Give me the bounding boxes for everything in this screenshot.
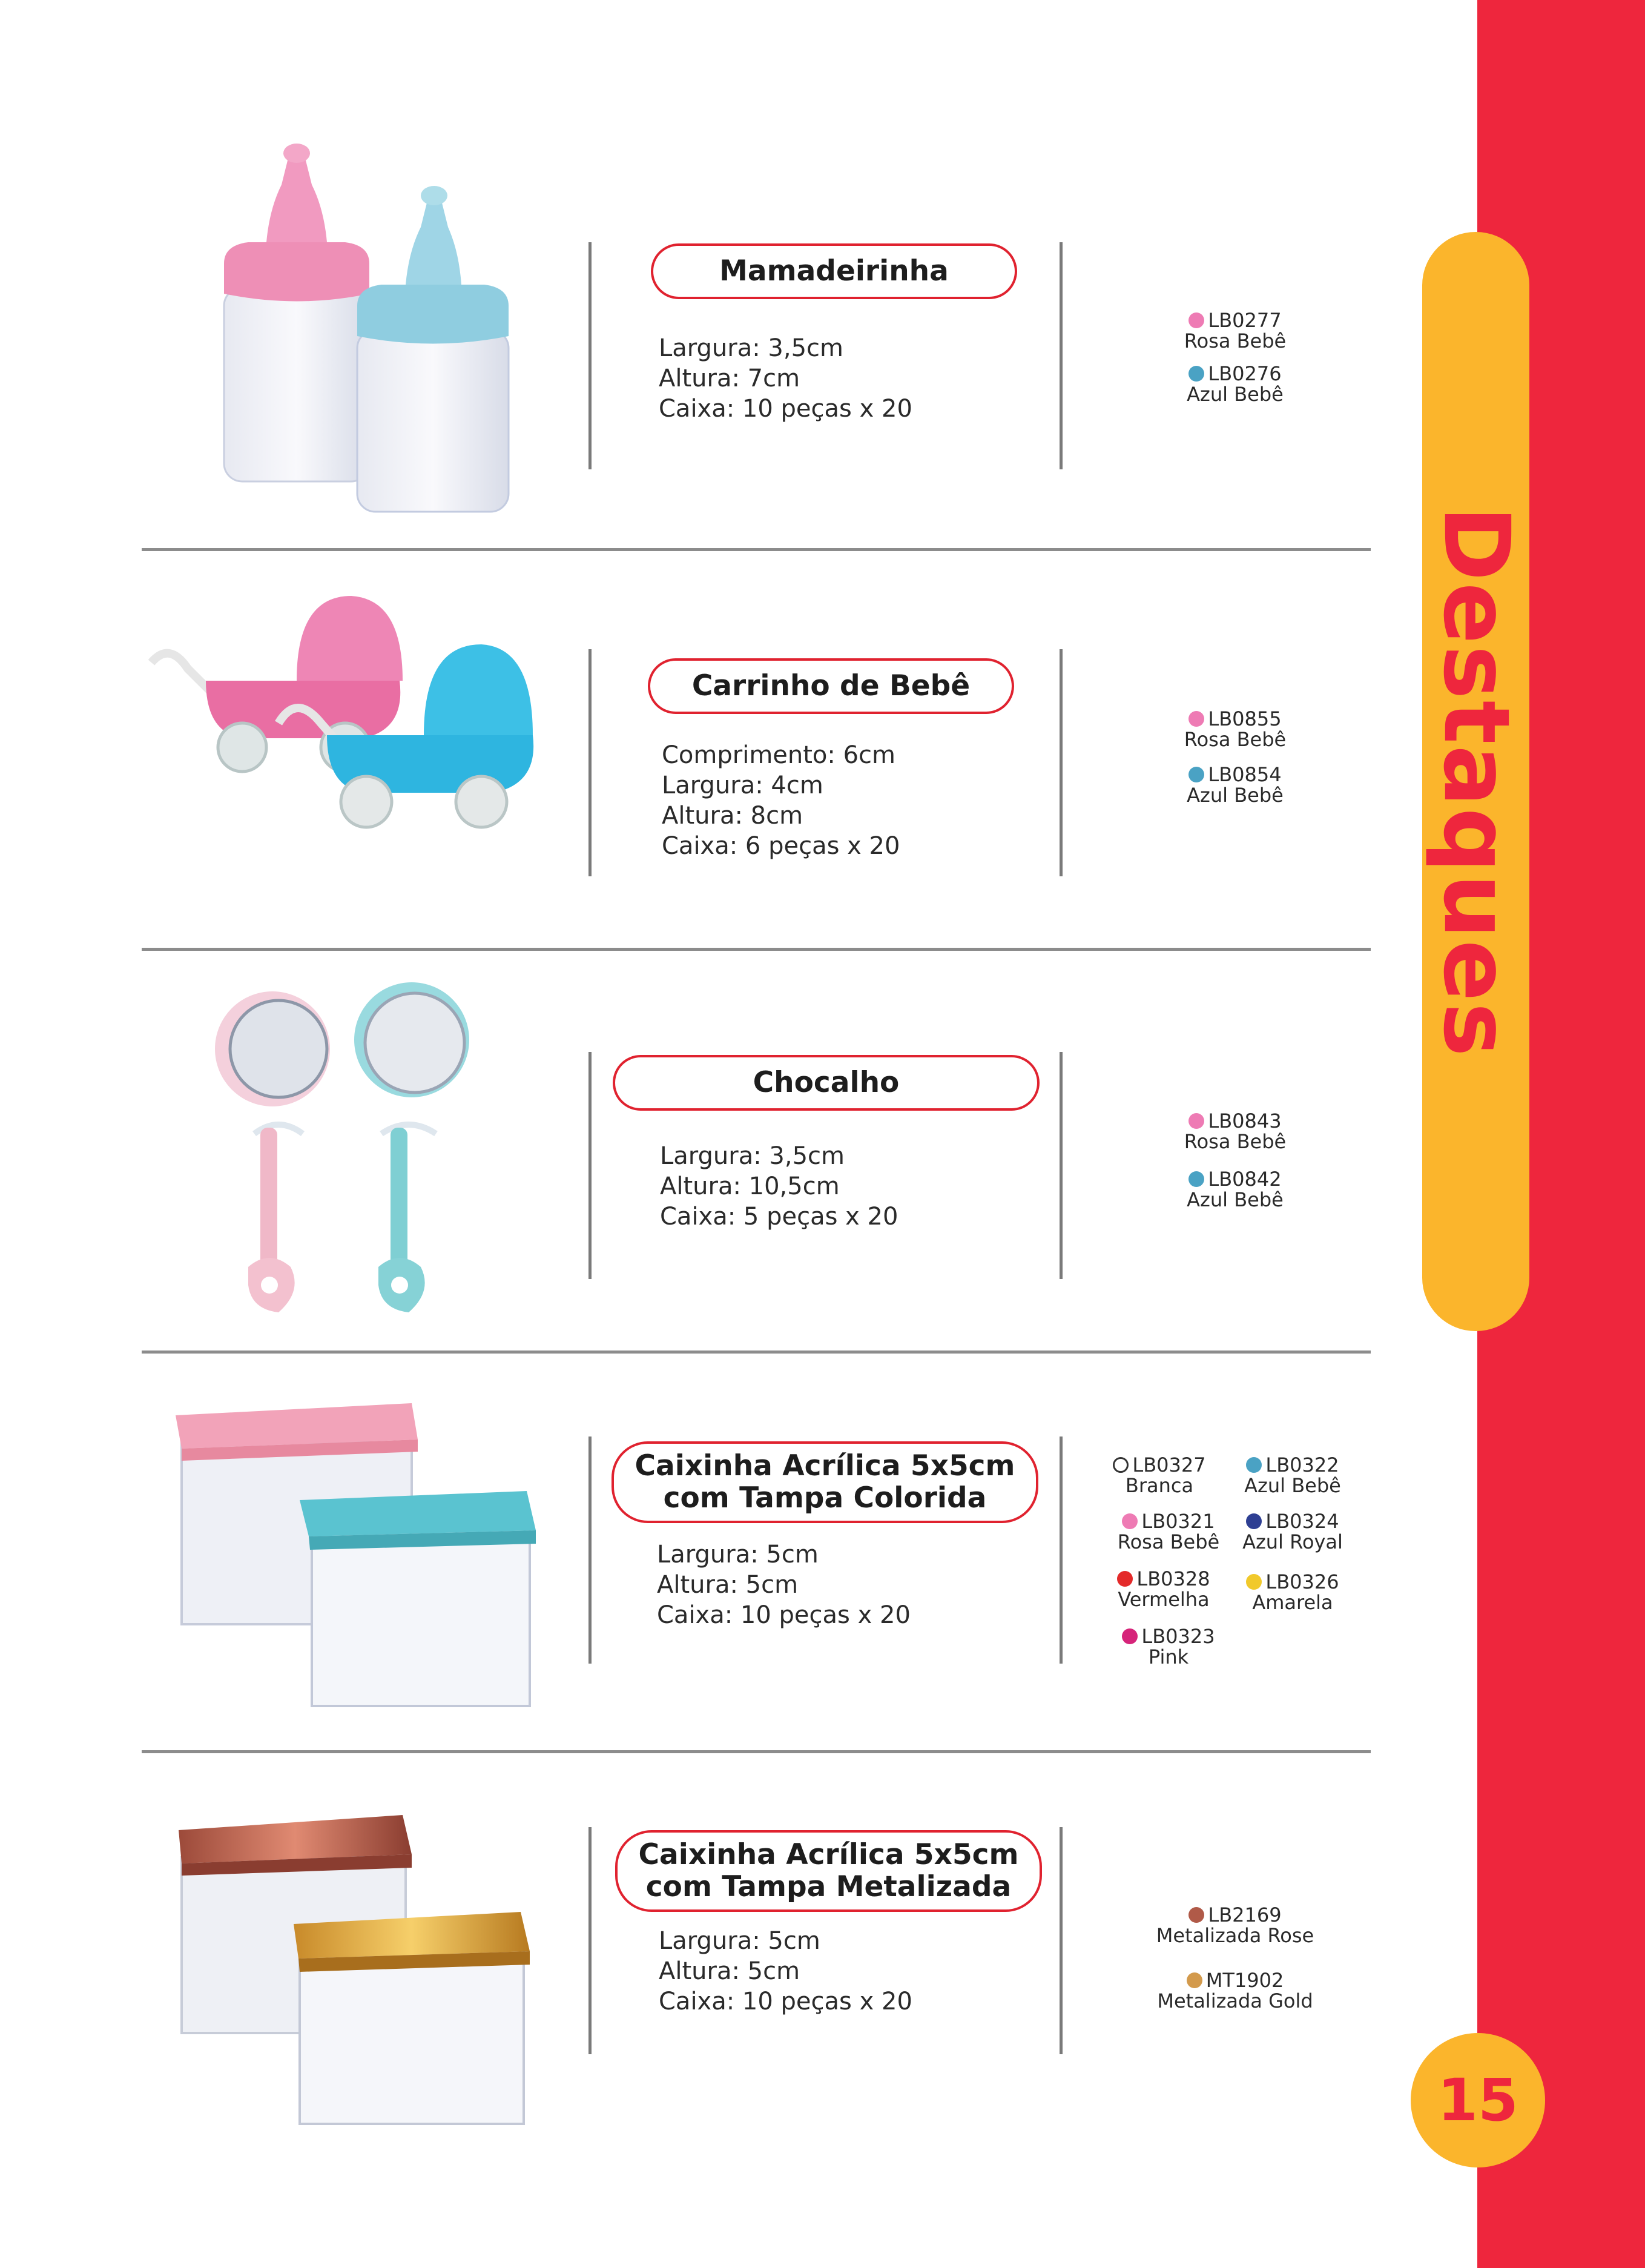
product-title: Caixinha Acrílica 5x5cm com Tampa Metalizada xyxy=(615,1830,1042,1912)
color-swatch xyxy=(1122,1628,1138,1644)
section-separator xyxy=(142,1750,1371,1753)
color-swatch xyxy=(1246,1574,1262,1590)
acrylic-box-metallic-lid-image xyxy=(173,1800,548,2133)
color-code: LB0855 Rosa Bebê xyxy=(1184,707,1287,751)
divider-right xyxy=(1060,242,1063,469)
color-swatch xyxy=(1188,366,1204,382)
divider-left xyxy=(588,1052,592,1279)
divider-left xyxy=(588,649,592,876)
product-specs: Largura: 5cm Altura: 5cm Caixa: 10 peças x 20 xyxy=(657,1541,911,1629)
color-code: LB0843 Rosa Bebê xyxy=(1184,1109,1287,1153)
color-swatch xyxy=(1188,767,1204,782)
product-specs: Largura: 5cm Altura: 5cm Caixa: 10 peças x 20 xyxy=(659,1927,912,2015)
color-swatch xyxy=(1188,711,1204,727)
product-specs: Largura: 3,5cm Altura: 7cm Caixa: 10 peças x 20 xyxy=(659,334,912,423)
divider-right xyxy=(1060,1437,1063,1664)
section-separator xyxy=(142,548,1371,551)
color-swatch xyxy=(1188,1113,1204,1129)
product-mamadeirinha xyxy=(0,0,1405,551)
product-caixinha-metalizada xyxy=(0,1754,1405,2178)
product-title: Caixinha Acrílica 5x5cm com Tampa Colorida xyxy=(612,1441,1038,1523)
divider-right xyxy=(1060,1052,1063,1279)
product-caixinha-colorida xyxy=(0,1355,1405,1751)
product-specs: Comprimento: 6cm Largura: 4cm Altura: 8cm Caixa: 6 peças x 20 xyxy=(662,741,900,860)
section-separator xyxy=(142,948,1371,951)
divider-left xyxy=(588,1827,592,2054)
product-carrinho xyxy=(0,552,1405,949)
color-code: LB0321 Rosa Bebê xyxy=(1117,1510,1220,1553)
color-swatch xyxy=(1117,1571,1133,1587)
page-number: 15 xyxy=(1411,2033,1545,2167)
color-code: LB0322 Azul Bebê xyxy=(1244,1453,1341,1497)
color-swatch xyxy=(1187,1972,1202,1988)
divider-right xyxy=(1060,649,1063,876)
color-code: LB0326 Amarela xyxy=(1232,1572,1353,1613)
divider-left xyxy=(588,242,592,469)
section-label: Destaques xyxy=(1423,505,1529,1058)
product-chocalho xyxy=(0,952,1405,1352)
product-title: Mamadeirinha xyxy=(651,243,1017,299)
divider-left xyxy=(588,1437,592,1664)
section-tab xyxy=(1422,232,1529,1331)
baby-carriage-image xyxy=(145,584,545,850)
color-swatch xyxy=(1188,1907,1204,1923)
color-code: MT1902 Metalizada Gold xyxy=(1157,1969,1313,2012)
color-code: LB0324 Azul Royal xyxy=(1242,1510,1343,1553)
color-swatch xyxy=(1246,1457,1262,1473)
color-swatch xyxy=(1188,312,1204,328)
acrylic-box-colored-lid-image xyxy=(170,1385,545,1718)
divider-right xyxy=(1060,1827,1063,2054)
color-code: LB0842 Azul Bebê xyxy=(1187,1168,1284,1211)
color-code: LB2169 Metalizada Rose xyxy=(1156,1903,1314,1947)
rattle-image xyxy=(200,982,490,1327)
section-separator xyxy=(142,1351,1371,1354)
color-code: LB0323 Pink xyxy=(1108,1626,1229,1667)
color-code: LB0277 Rosa Bebê xyxy=(1184,309,1287,352)
color-swatch xyxy=(1188,1171,1204,1187)
product-title: Carrinho de Bebê xyxy=(648,658,1014,714)
color-swatch xyxy=(1122,1513,1138,1529)
color-code: LB0327 Branca xyxy=(1099,1455,1220,1496)
color-code: LB0276 Azul Bebê xyxy=(1187,362,1284,406)
product-title: Chocalho xyxy=(613,1055,1040,1111)
product-specs: Largura: 3,5cm Altura: 10,5cm Caixa: 5 peças x 20 xyxy=(660,1142,898,1231)
color-code: LB0328 Vermelha xyxy=(1118,1567,1210,1611)
color-swatch xyxy=(1113,1457,1129,1473)
color-swatch xyxy=(1246,1513,1262,1529)
color-code: LB0854 Azul Bebê xyxy=(1187,763,1284,807)
baby-bottles-image xyxy=(212,136,527,524)
